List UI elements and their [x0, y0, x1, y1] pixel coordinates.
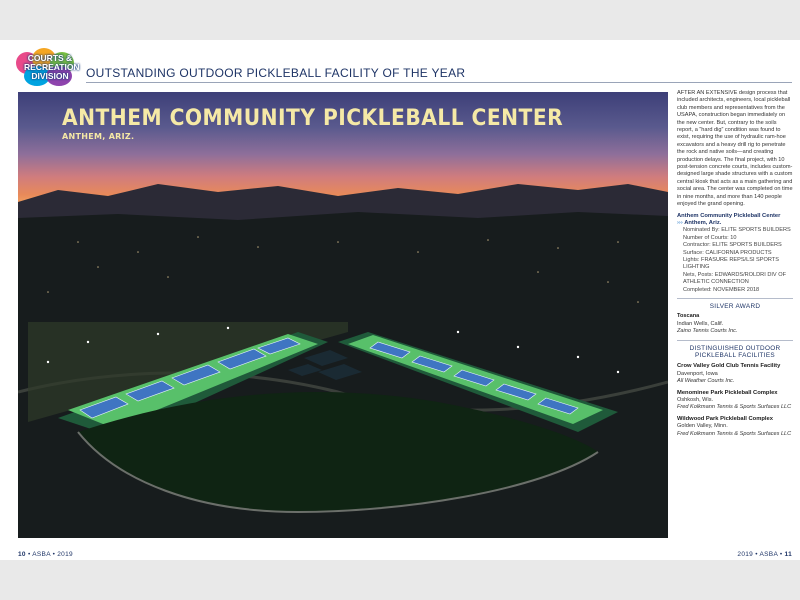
section-divider [677, 298, 793, 299]
footer-publication-left: ASBA [32, 551, 51, 558]
facility-detail: Completed: NOVEMBER 2018 [683, 286, 760, 293]
distinguished-facility-location: Oshkosh, Wis. [677, 397, 714, 404]
footer-right [737, 551, 792, 558]
facility-location-line [677, 220, 793, 227]
distinguished-heading: DISTINGUISHED OUTDOOR PICKLEBALL FACILITIES [689, 344, 781, 359]
distinguished-facility-name: Wildwood Park Pickleball Complex [677, 415, 773, 422]
footer-separator: • [755, 551, 758, 558]
facility-aerial-photo [18, 92, 668, 538]
logo-text [24, 53, 80, 81]
photo-location: ANTHEM, ARIZ. [62, 132, 135, 141]
facility-detail: Lights: FRASURE REPS/LSI SPORTS LIGHTING [683, 256, 779, 271]
facility-detail: Number of Courts: 10 [683, 234, 737, 241]
silver-award-entry [677, 313, 793, 335]
page-number-left: 10 [18, 551, 26, 558]
facility-detail: Surface: CALIFORNIA PRODUCTS [683, 249, 772, 256]
logo-line-1: COURTS & [27, 53, 73, 63]
body-paragraph: AFTER AN EXTENSIVE design process that included architects, engineers, local pickleball club members and representatives from the USAPA, construction began immediately on the new center. But, contrary to the soils report, a “hard dig” condition was found to exist, requiring the use of hydraulic ram-hoe excavators and a heavy drill rig to penetrate the rock and native soils—and creating production delays. The final project, with 10 post-tension concrete courts, includes custom-designed large shade structures with a custom central kiosk that acts as a main gathering and social area. The center was completed on time in nine months, and more than 140 people enjoyed the grand opening. [677, 90, 793, 208]
header-divider [86, 82, 792, 83]
distinguished-facility-location: Davenport, Iowa [677, 370, 718, 377]
photo-title: ANTHEM COMMUNITY PICKLEBALL CENTER [62, 106, 564, 131]
sidebar-column [677, 90, 793, 438]
footer-publication-right: ASBA [759, 551, 778, 558]
facility-detail: Nominated By: ELITE SPORTS BUILDERS [683, 227, 791, 234]
silver-award-heading: SILVER AWARD [709, 302, 761, 310]
facility-detail: Contractor: ELITE SPORTS BUILDERS [683, 242, 782, 249]
distinguished-facility [677, 416, 793, 438]
footer-separator: • [52, 551, 56, 558]
distinguished-facility [677, 390, 793, 412]
distinguished-facility [677, 363, 793, 385]
silver-award-builder: Zaino Tennis Courts Inc. [677, 328, 738, 335]
silver-award-name: Toscana [677, 313, 700, 320]
footer-separator: • [27, 551, 31, 558]
arrow-icon: ››› [677, 219, 683, 226]
distinguished-facility-name: Menominee Park Pickleball Complex [677, 389, 778, 396]
facility-detail: Nets, Posts: EDWARDS/ROLDRI DIV OF ATHLETIC CONNECTION [683, 271, 786, 286]
facility-name: Anthem Community Pickleball Center [677, 212, 781, 219]
distinguished-facility-builder: Fred Kolkmann Tennis & Sports Surfaces LLC [677, 430, 792, 437]
distinguished-facility-builder: All Weather Courts Inc. [677, 378, 735, 385]
facility-info [677, 213, 793, 294]
aerial-photo-illustration [18, 92, 668, 538]
facility-location: Anthem, Ariz. [684, 219, 722, 226]
distinguished-facility-location: Golden Valley, Minn. [677, 423, 728, 430]
section-divider [677, 340, 793, 341]
distinguished-facility-builder: Fred Kolkmann Tennis & Sports Surfaces LLC [677, 404, 792, 411]
distinguished-facility-name: Crow Valley Gold Club Tennis Facility [677, 363, 781, 370]
logo-line-3: DIVISION [31, 71, 69, 81]
logo-line-2: RECREATION [24, 62, 80, 72]
footer-separator: • [779, 551, 783, 558]
page-number-right: 11 [784, 551, 792, 558]
footer-year-left: 2019 [57, 551, 73, 558]
footer-year-right: 2019 [737, 551, 754, 558]
section-title: OUTSTANDING OUTDOOR PICKLEBALL FACILITY OF THE YEAR [86, 66, 466, 80]
footer-left [18, 551, 73, 558]
magazine-spread [0, 40, 800, 560]
courts-recreation-division-logo [10, 48, 82, 88]
silver-award-location: Indian Wells, Calif. [677, 320, 724, 327]
